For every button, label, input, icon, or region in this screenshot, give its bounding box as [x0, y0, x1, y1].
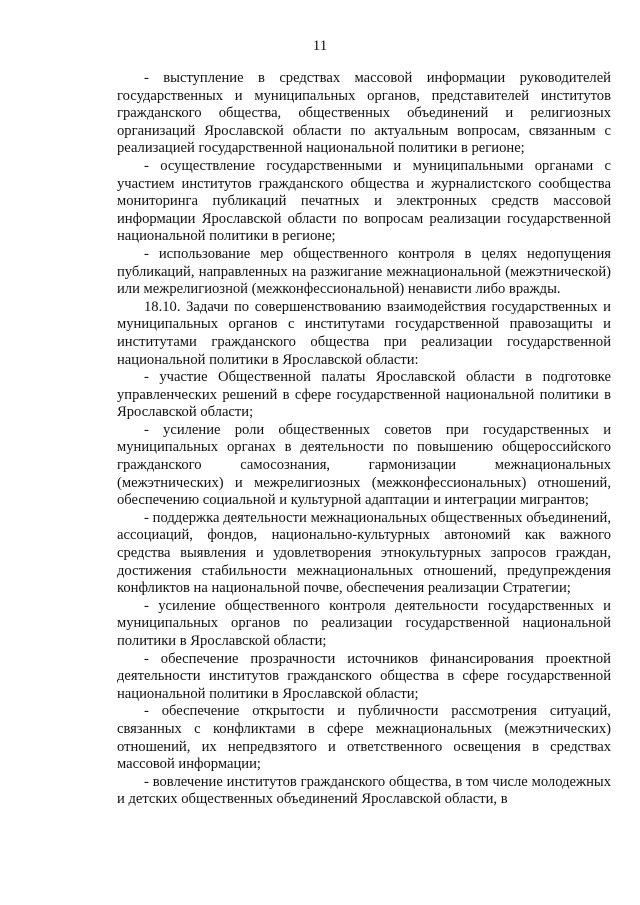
- paragraph-public-control: - использование мер общественного контроля в целях недопущения публикаций, направленных на разжигание межнациональной (межэтнической) или межрелигиозной (межконфессиональной) ненависти либо вражды.: [117, 245, 611, 298]
- paragraph-media-monitoring: - осуществление государственными и муниципальными органами с участием институтов гражданского общества и журналистского сообщества мониторинга публикаций печатных и электронных средств массовой информации Ярославской области по вопросам реализации государственной национальной политики в регионе;: [117, 157, 611, 245]
- paragraph-public-chamber: - участие Общественной палаты Ярославской области в подготовке управленческих решений в сфере государственной национальной политики в Ярославской области;: [117, 369, 611, 421]
- paragraph-media-appearances: - выступление в средствах массовой информации руководителей государственных и муниципальных органов, представителей институтов гражданского общества, общественных объединений и религиозных организаций Ярославской области по актуальным вопросам, связанным с реализацией государственной национальной политики в регионе;: [117, 70, 611, 157]
- paragraph-openness: - обеспечение открытости и публичности рассмотрения ситуаций, связанных с конфликтами в сфере межнациональных (межэтнических) отношений, их непредвзятого и ответственного освещения в средствах массовой информации;: [117, 703, 611, 773]
- paragraph-involvement: - вовлечение институтов гражданского общества, в том числе молодежных и детских общественных объединений Ярославской области, в: [117, 773, 611, 808]
- paragraph-funding-transparency: - обеспечение прозрачности источников финансирования проектной деятельности институтов гражданского общества в сфере государственной национальной политики в Ярославской области;: [117, 650, 611, 702]
- paragraph-public-councils: - усиление роли общественных советов при государственных и муниципальных органах в деятельности по повышению общероссийского гражданского самосознания, гармонизации межнациональных (межэтнических) и межрелигиозных (межконфессиональных) отношений, обеспечению социальной и культурной адаптации и интеграции мигрантов;: [117, 421, 611, 509]
- document-body: [117, 70, 611, 809]
- page-number: 11: [312, 38, 328, 54]
- paragraph-strengthen-control: - усиление общественного контроля деятельности государственных и муниципальных органов по реализации государственной национальной политики в Ярославской области;: [117, 597, 611, 649]
- paragraph-support-associations: - поддержка деятельности межнациональных общественных объединений, ассоциаций, фондов, национально-культурных автономий как важного средства выявления и удовлетворения этнокультурных запросов граждан, достижения стабильности межнациональных отношений, предупреждения конфликтов на национальной почве, обеспечения реализации Стратегии;: [117, 509, 611, 597]
- paragraph-section-18-10: 18.10. Задачи по совершенствованию взаимодействия государственных и муниципальных органов с институтами государственной правозащиты и институтами гражданского общества при реализации государственной национальной политики в Ярославской области:: [117, 298, 611, 368]
